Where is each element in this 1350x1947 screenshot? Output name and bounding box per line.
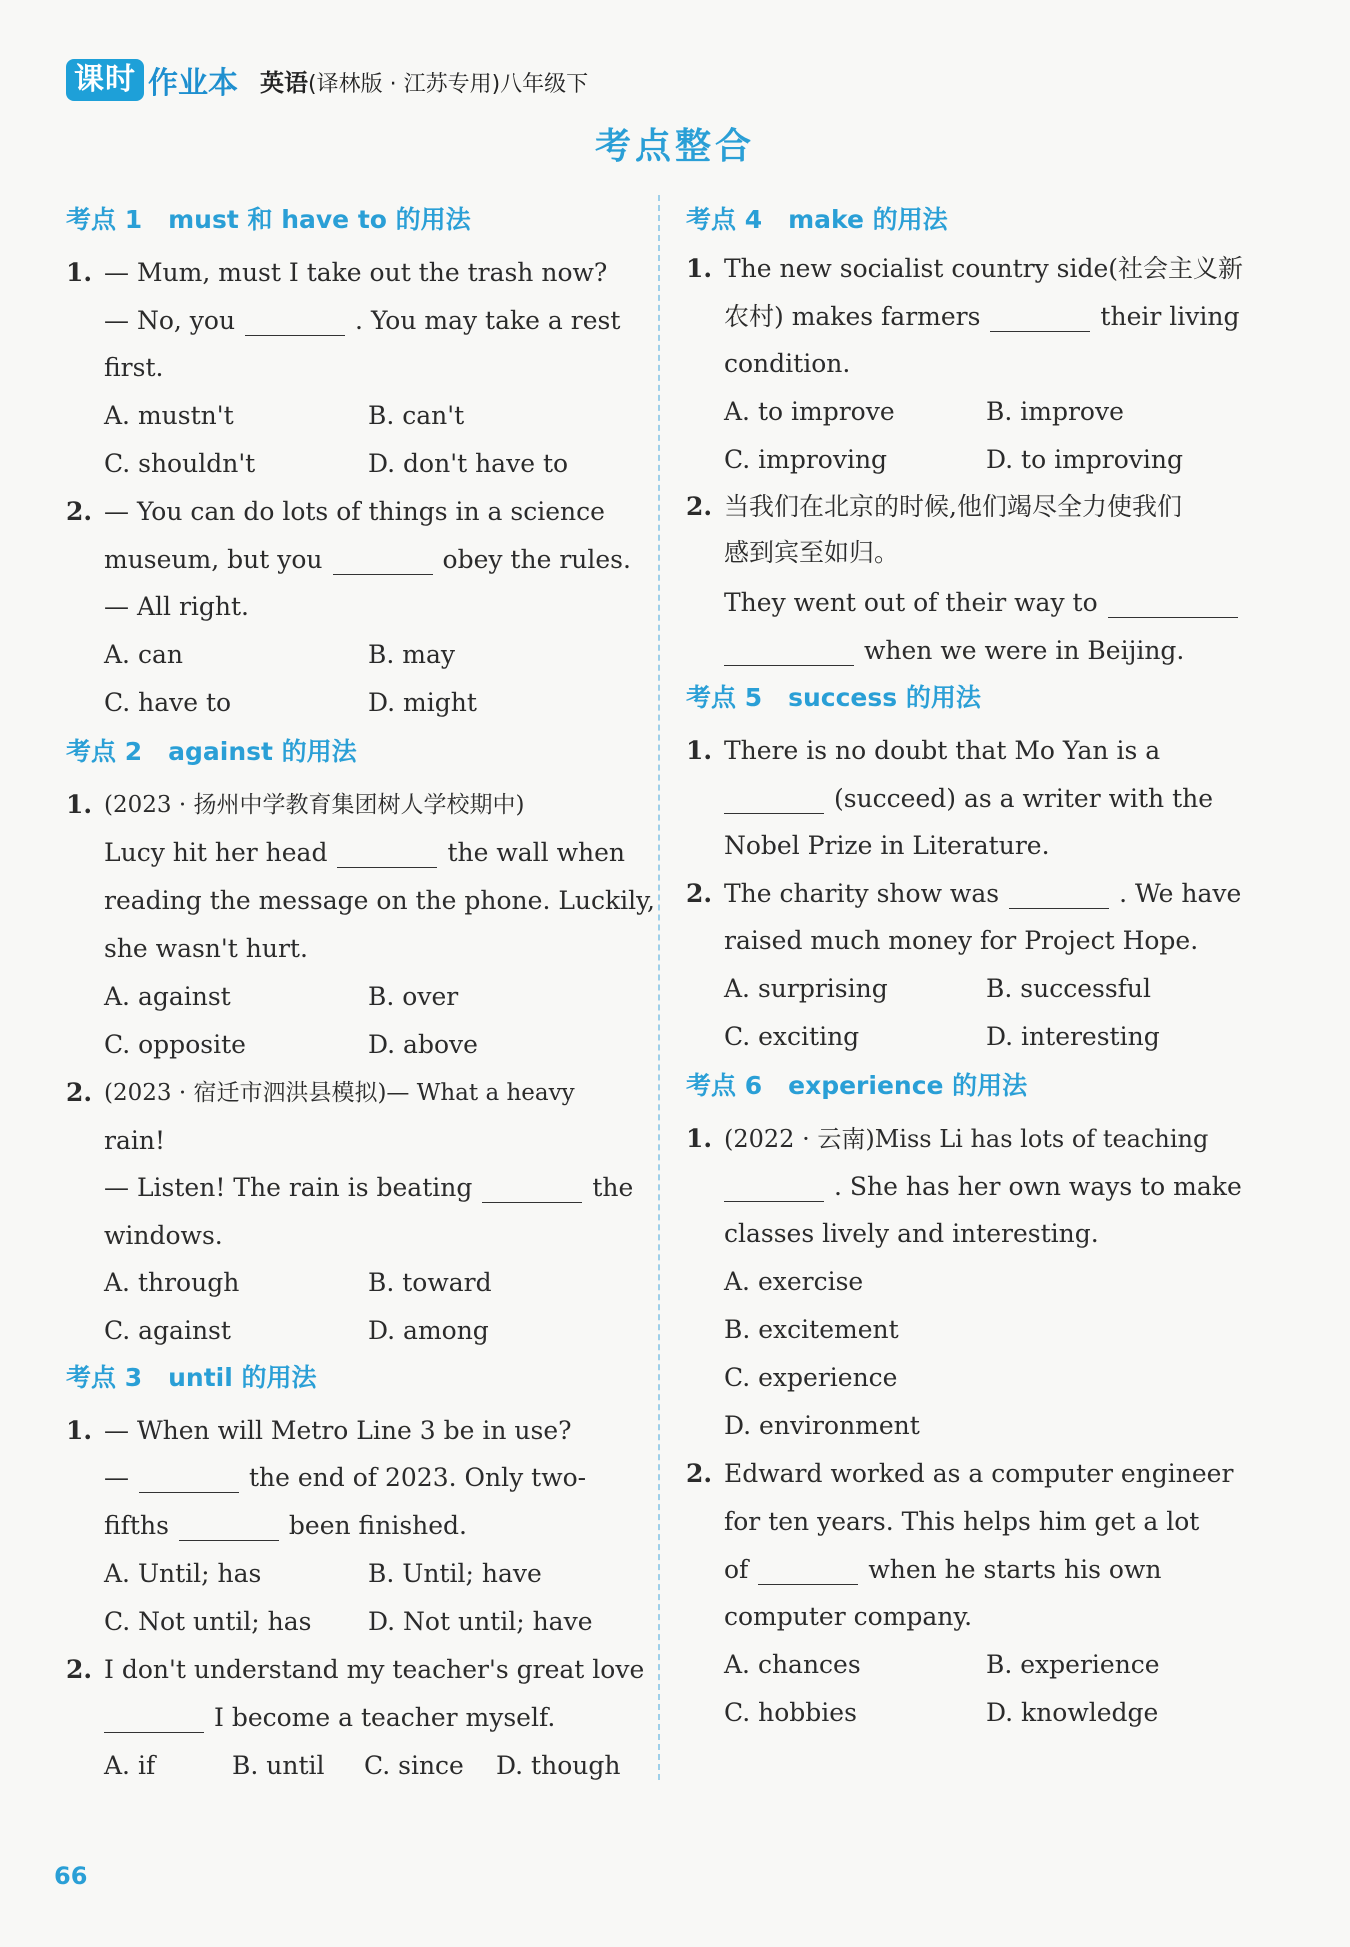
question-number: 2.: [66, 497, 93, 526]
question-text: — All right.: [104, 592, 249, 621]
question-text: They went out of their way to: [724, 588, 1248, 618]
option[interactable]: B. may: [368, 640, 455, 669]
question-text: — No, you . You may take a rest: [104, 306, 621, 335]
answer-blank[interactable]: [139, 1468, 239, 1493]
page-title: 考点整合: [594, 126, 755, 167]
book-info: [260, 63, 588, 98]
question-text: she wasn't hurt.: [104, 934, 308, 963]
subject: 英语: [260, 68, 308, 97]
question-number: 1.: [66, 258, 93, 287]
option[interactable]: B. over: [368, 982, 459, 1011]
answer-blank[interactable]: [990, 307, 1090, 332]
question-number: 2.: [66, 1655, 93, 1684]
option[interactable]: C. have to: [104, 688, 232, 717]
option[interactable]: C. exciting: [724, 1022, 860, 1051]
section-heading: 考点 5 success 的用法: [686, 683, 981, 712]
answer-blank[interactable]: [1108, 593, 1238, 618]
question-text: condition.: [724, 349, 851, 378]
question-text: . She has her own ways to make: [724, 1172, 1242, 1202]
question-number: 1.: [66, 790, 93, 819]
question-text: (2023 · 扬州中学教育集团树人学校期中): [104, 792, 525, 818]
question-text: I don't understand my teacher's great love: [104, 1655, 645, 1684]
option[interactable]: A. exercise: [724, 1267, 864, 1296]
option[interactable]: B. can't: [368, 401, 465, 430]
question-text: classes lively and interesting.: [724, 1219, 1099, 1248]
answer-blank[interactable]: [179, 1516, 279, 1541]
option[interactable]: A. mustn't: [104, 401, 234, 430]
option[interactable]: C. opposite: [104, 1030, 246, 1059]
option[interactable]: A. can: [104, 640, 183, 669]
question-text: — You can do lots of things in a science: [104, 497, 605, 526]
question-text: rain!: [104, 1126, 165, 1155]
option[interactable]: B. experience: [986, 1650, 1160, 1679]
option[interactable]: D. might: [368, 688, 477, 717]
question-text: (succeed) as a writer with the: [724, 784, 1213, 814]
question-text: raised much money for Project Hope.: [724, 926, 1199, 955]
answer-blank[interactable]: [724, 641, 854, 666]
question-text: (2023 · 宿迁市泗洪县模拟)— What a heavy: [104, 1080, 575, 1106]
option[interactable]: C. improving: [724, 445, 888, 474]
answer-blank[interactable]: [724, 1177, 824, 1202]
option[interactable]: C. since: [364, 1751, 464, 1780]
logo: 课时: [66, 59, 144, 101]
section-heading: 考点 1 must 和 have to 的用法: [66, 205, 471, 234]
option[interactable]: C. shouldn't: [104, 449, 256, 478]
option[interactable]: C. experience: [724, 1363, 898, 1392]
option[interactable]: B. excitement: [724, 1315, 899, 1344]
question-text: I become a teacher myself.: [104, 1703, 555, 1733]
question-text: — When will Metro Line 3 be in use?: [104, 1416, 572, 1445]
option[interactable]: B. improve: [986, 397, 1124, 426]
section-heading: 考点 6 experience 的用法: [686, 1071, 1028, 1100]
option[interactable]: B. successful: [986, 974, 1152, 1003]
question-text: — the end of 2023. Only two-: [104, 1463, 587, 1492]
section-heading: 考点 2 against 的用法: [66, 737, 357, 766]
question-number: 1.: [66, 1416, 93, 1445]
question-text: The charity show was . We have: [724, 879, 1242, 908]
question-number: 1.: [686, 1124, 713, 1153]
option[interactable]: D. Not until; have: [368, 1607, 593, 1636]
answer-blank[interactable]: [104, 1708, 204, 1733]
question-text: The new socialist country side(社会主义新: [724, 254, 1244, 283]
question-text: — Listen! The rain is beating the: [104, 1173, 634, 1202]
question-text: museum, but you obey the rules.: [104, 545, 631, 574]
option[interactable]: B. until: [232, 1751, 325, 1780]
question-text: Edward worked as a computer engineer: [724, 1459, 1234, 1488]
option[interactable]: D. environment: [724, 1411, 920, 1440]
question-text: computer company.: [724, 1602, 973, 1631]
question-number: 2.: [66, 1078, 93, 1107]
question-number: 1.: [686, 736, 713, 765]
option[interactable]: A. to improve: [724, 397, 895, 426]
question-text: (2022 · 云南)Miss Li has lots of teaching: [724, 1125, 1209, 1153]
question-text: first.: [104, 353, 164, 382]
page-number: 66: [54, 1862, 88, 1890]
column-divider: [658, 195, 660, 1780]
option[interactable]: C. hobbies: [724, 1698, 857, 1727]
question-text: of when he starts his own: [724, 1555, 1162, 1584]
question-number: 1.: [686, 254, 713, 283]
section-heading: 考点 4 make 的用法: [686, 205, 948, 234]
logo-text: 作业本: [148, 66, 238, 101]
option[interactable]: D. among: [368, 1316, 489, 1345]
question-text: for ten years. This helps him get a lot: [724, 1507, 1200, 1536]
option[interactable]: A. through: [104, 1268, 240, 1297]
option[interactable]: B. toward: [368, 1268, 492, 1297]
option[interactable]: D. interesting: [986, 1022, 1160, 1051]
question-text: reading the message on the phone. Luckily,: [104, 886, 655, 915]
book-header: [66, 56, 588, 104]
option[interactable]: D. above: [368, 1030, 478, 1059]
option[interactable]: A. Until; has: [104, 1559, 262, 1588]
question-text: fifths been finished.: [104, 1511, 467, 1540]
question-text: when we were in Beijing.: [724, 636, 1184, 666]
question-text: Lucy hit her head the wall when: [104, 838, 625, 867]
question-text: 当我们在北京的时候,他们竭尽全力使我们: [724, 492, 1182, 521]
option[interactable]: D. don't have to: [368, 449, 569, 478]
answer-blank[interactable]: [482, 1178, 582, 1203]
option[interactable]: A. chances: [724, 1650, 861, 1679]
question-text: 感到宾至如归。: [724, 538, 900, 567]
question-text: 农村) makes farmers their living: [724, 302, 1240, 331]
option[interactable]: C. Not until; has: [104, 1607, 312, 1636]
option[interactable]: D. to improving: [986, 445, 1184, 474]
option[interactable]: B. Until; have: [368, 1559, 542, 1588]
answer-blank[interactable]: [333, 550, 433, 575]
answer-blank[interactable]: [245, 311, 345, 336]
answer-blank[interactable]: [337, 843, 437, 868]
question-number: 2.: [686, 879, 713, 908]
option[interactable]: A. against: [104, 982, 231, 1011]
answer-blank[interactable]: [724, 789, 824, 814]
question-text: windows.: [104, 1221, 223, 1250]
question-number: 2.: [686, 492, 713, 521]
question-number: 2.: [686, 1459, 713, 1488]
option[interactable]: D. though: [496, 1751, 621, 1780]
question-text: There is no doubt that Mo Yan is a: [724, 736, 1161, 765]
question-text: Nobel Prize in Literature.: [724, 831, 1050, 860]
option[interactable]: A. if: [104, 1751, 156, 1780]
book-edition: (译林版 · 江苏专用)八年级下: [308, 71, 589, 97]
option[interactable]: D. knowledge: [986, 1698, 1159, 1727]
section-heading: 考点 3 until 的用法: [66, 1363, 317, 1392]
option[interactable]: C. against: [104, 1316, 231, 1345]
option[interactable]: A. surprising: [724, 974, 888, 1003]
question-text: — Mum, must I take out the trash now?: [104, 258, 608, 287]
answer-blank[interactable]: [758, 1560, 858, 1585]
answer-blank[interactable]: [1009, 884, 1109, 909]
